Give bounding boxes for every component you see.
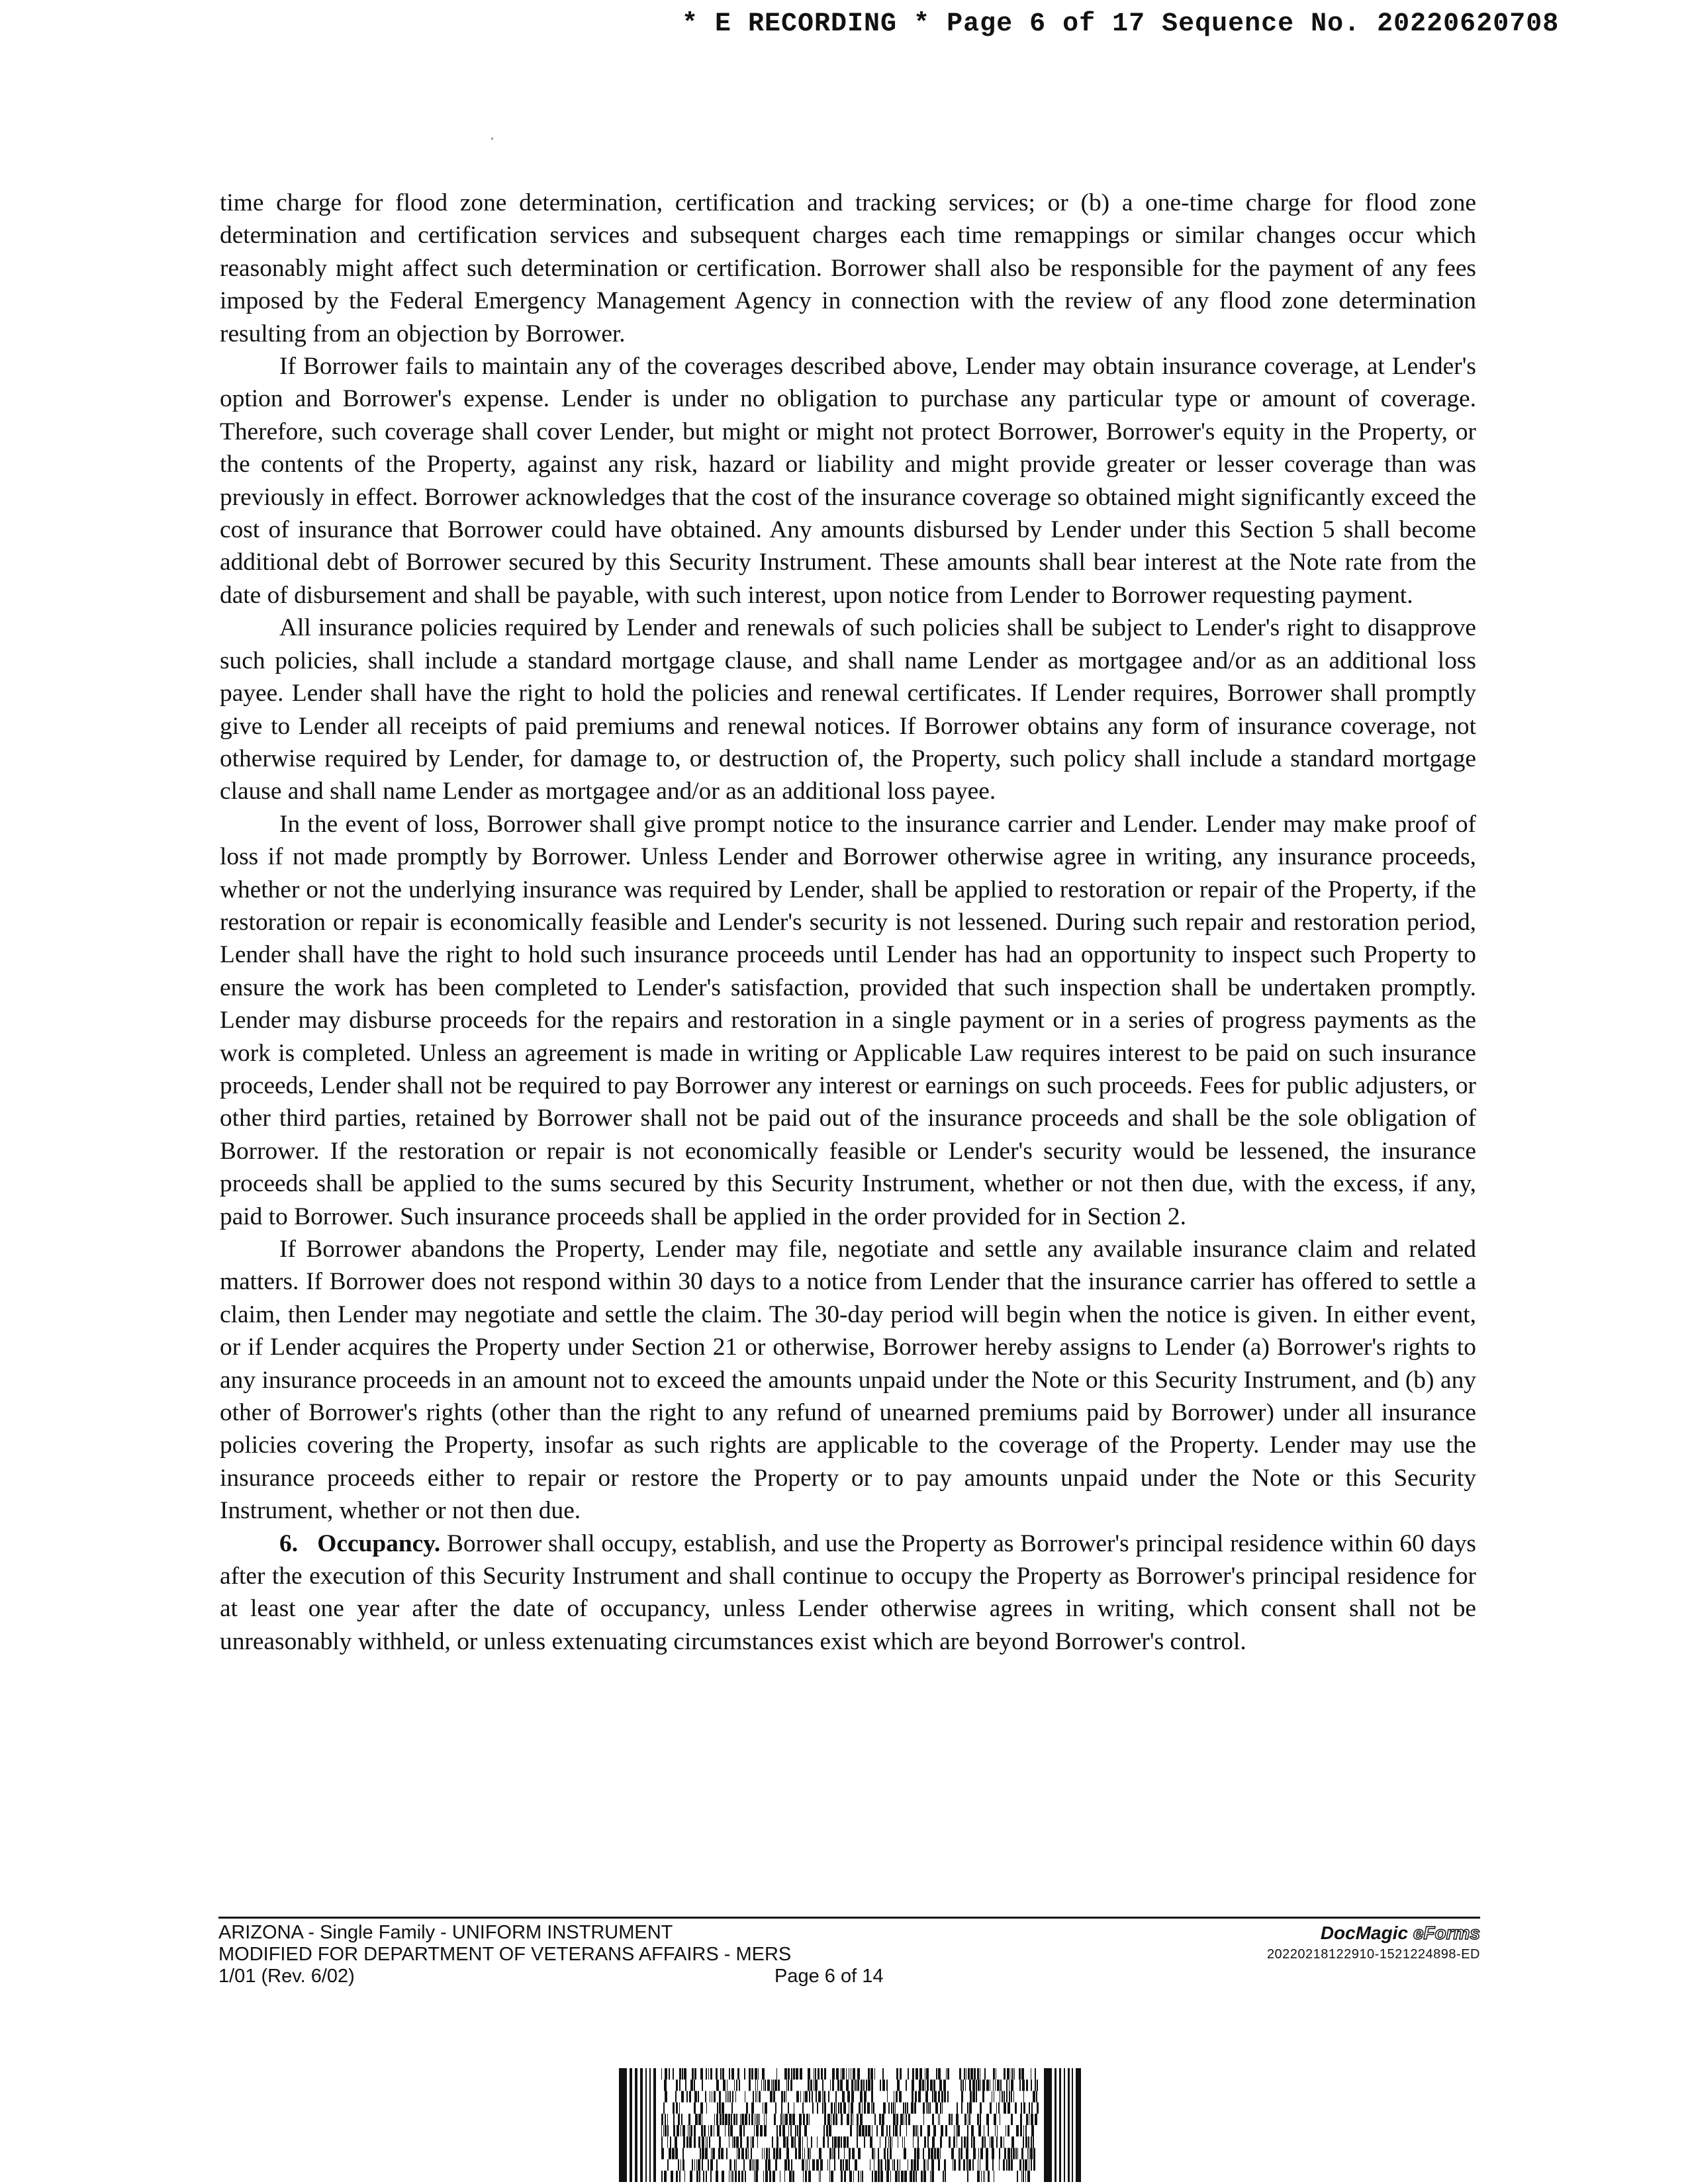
- brand-suffix: eForms: [1413, 1923, 1480, 1943]
- recording-header: * E RECORDING * Page 6 of 17 Sequence No. 20220620708: [682, 9, 1560, 39]
- footer-divider: [218, 1917, 1480, 1919]
- document-body: [220, 187, 1476, 1658]
- paragraph-abandonment: If Borrower abandons the Property, Lender may file, negotiate and settle any available insurance claim and related matters. If Borrower does not respond within 30 days to a notice from Lender that the insurance carrier has offered to settle a claim, then Lender may negotiate and settle the claim. The 30-day period will begin when the notice is given. In either event, or if Lender acquires the Property under Section 21 or otherwise, Borrower hereby assigns to Lender (a) Borrower's rights to any insurance proceeds in an amount not to exceed the amounts unpaid under the Note or this Security Instrument, and (b) any other of Borrower's rights (other than the right to any refund of unearned premiums paid by Borrower) under all insurance policies covering the Property, insofar as such rights are applicable to the coverage of the Property. Lender may use the insurance proceeds either to repair or restore the Property or to pay amounts unpaid under the Note or this Security Instrument, whether or not then due.: [220, 1236, 1476, 1525]
- paragraph-flood-zone-fees: time charge for flood zone determination, certification and tracking services; or (b) a one-time charge for flood zone determination and certification services and subsequent charges each time remappings or similar changes occur which reasonably might affect such determination or certification. Borrower shall also be responsible for the payment of any fees imposed by the Federal Emergency Management Agency in connection with the review of any flood zone determination resulting from an objection by Borrower.: [220, 189, 1476, 347]
- footer-form-subtitle: MODIFIED FOR DEPARTMENT OF VETERANS AFFAIRS - MERS: [218, 1944, 792, 1965]
- footer-form-title: ARIZONA - Single Family - UNIFORM INSTRUMENT: [218, 1922, 673, 1943]
- footer-page-number: Page 6 of 14: [774, 1966, 884, 1987]
- section-6-occupancy: [220, 1527, 1476, 1659]
- section-text: Borrower shall occupy, establish, and use the Property as Borrower's principal residence within 60 days after the execution of this Security Instrument and shall continue to occupy the Property as Borrower's principal residence for at least one year after the date of occupancy, unless Lender otherwise agrees in writing, which consent shall not be unreasonably withheld, or unless extenuating circumstances exist which are beyond Borrower's control.: [220, 1529, 1476, 1655]
- section-title: Occupancy.: [317, 1529, 441, 1557]
- docmagic-logo: [1125, 1922, 1480, 1944]
- document-id: 20220218122910-1521224898-ED: [1266, 1947, 1480, 1962]
- paragraph-lender-coverage: If Borrower fails to maintain any of the coverages described above, Lender may obtain insurance coverage, at Lender's option and Borrower's expense. Lender is under no obligation to purchase any particular type or amount of coverage. Therefore, such coverage shall cover Lender, but might or might not protect Borrower, Borrower's equity in the Property, or the contents of the Property, against any risk, hazard or liability and might provide greater or lesser coverage than was previously in effect. Borrower acknowledges that the cost of the insurance coverage so obtained might significantly exceed the cost of insurance that Borrower could have obtained. Any amounts disbursed by Lender under this Section 5 shall become additional debt of Borrower secured by this Security Instrument. These amounts shall bear interest at the Note rate from the date of disbursement and shall be payable, with such interest, upon notice from Lender to Borrower requesting payment.: [220, 353, 1476, 609]
- footer-revision-line: [218, 1966, 1013, 1987]
- paragraph-event-of-loss: In the event of loss, Borrower shall give prompt notice to the insurance carrier and Lender. Lender may make proof of loss if not made promptly by Borrower. Unless Lender and Borrower otherwise agree in writing, any insurance proceeds, whether or not the underlying insurance was required by Lender, shall be applied to restoration or repair of the Property, if the restoration or repair is economically feasible and Lender's security is not lessened. During such repair and restoration period, Lender shall have the right to hold such insurance proceeds until Lender has had an opportunity to inspect such Property to ensure the work has been completed to Lender's satisfaction, provided that such inspection shall be undertaken promptly. Lender may disburse proceeds for the repairs and restoration in a single payment or in a series of progress payments as the work is completed. Unless an agreement is made in writing or Applicable Law requires interest to be paid on such insurance proceeds, Lender shall not be required to pay Borrower any interest or earnings on such proceeds. Fees for public adjusters, or other third parties, retained by Borrower shall not be paid out of the insurance proceeds and shall be the sole obligation of Borrower. If the restoration or repair is not economically feasible or Lender's security would be lessened, the insurance proceeds shall be applied to the sums secured by this Security Instrument, whether or not then due, with the excess, if any, paid to Borrower. Such insurance proceeds shall be applied in the order provided for in Section 2.: [220, 810, 1476, 1230]
- scan-speck: [491, 138, 493, 140]
- footer-revision: 1/01 (Rev. 6/02): [218, 1966, 355, 1987]
- brand-name: DocMagic: [1320, 1923, 1409, 1943]
- footer-brand-block: [1125, 1922, 1480, 1964]
- paragraph-insurance-policies: All insurance policies required by Lender and renewals of such policies shall be subject to Lender's right to disapprove such policies, shall include a standard mortgage clause, and shall name Lender as mortgagee and/or as an additional loss payee. Lender shall have the right to hold the policies and renewal certificates. If Lender requires, Borrower shall promptly give to Lender all receipts of paid premiums and renewal notices. If Borrower obtains any form of insurance coverage, not otherwise required by Lender, for damage to, or destruction of, the Property, such policy shall include a standard mortgage clause and shall name Lender as mortgagee and/or as an additional loss payee.: [220, 614, 1476, 805]
- footer-form-info: [218, 1922, 1013, 1987]
- pdf417-barcode: [619, 2068, 1082, 2182]
- section-number: 6.: [279, 1529, 299, 1557]
